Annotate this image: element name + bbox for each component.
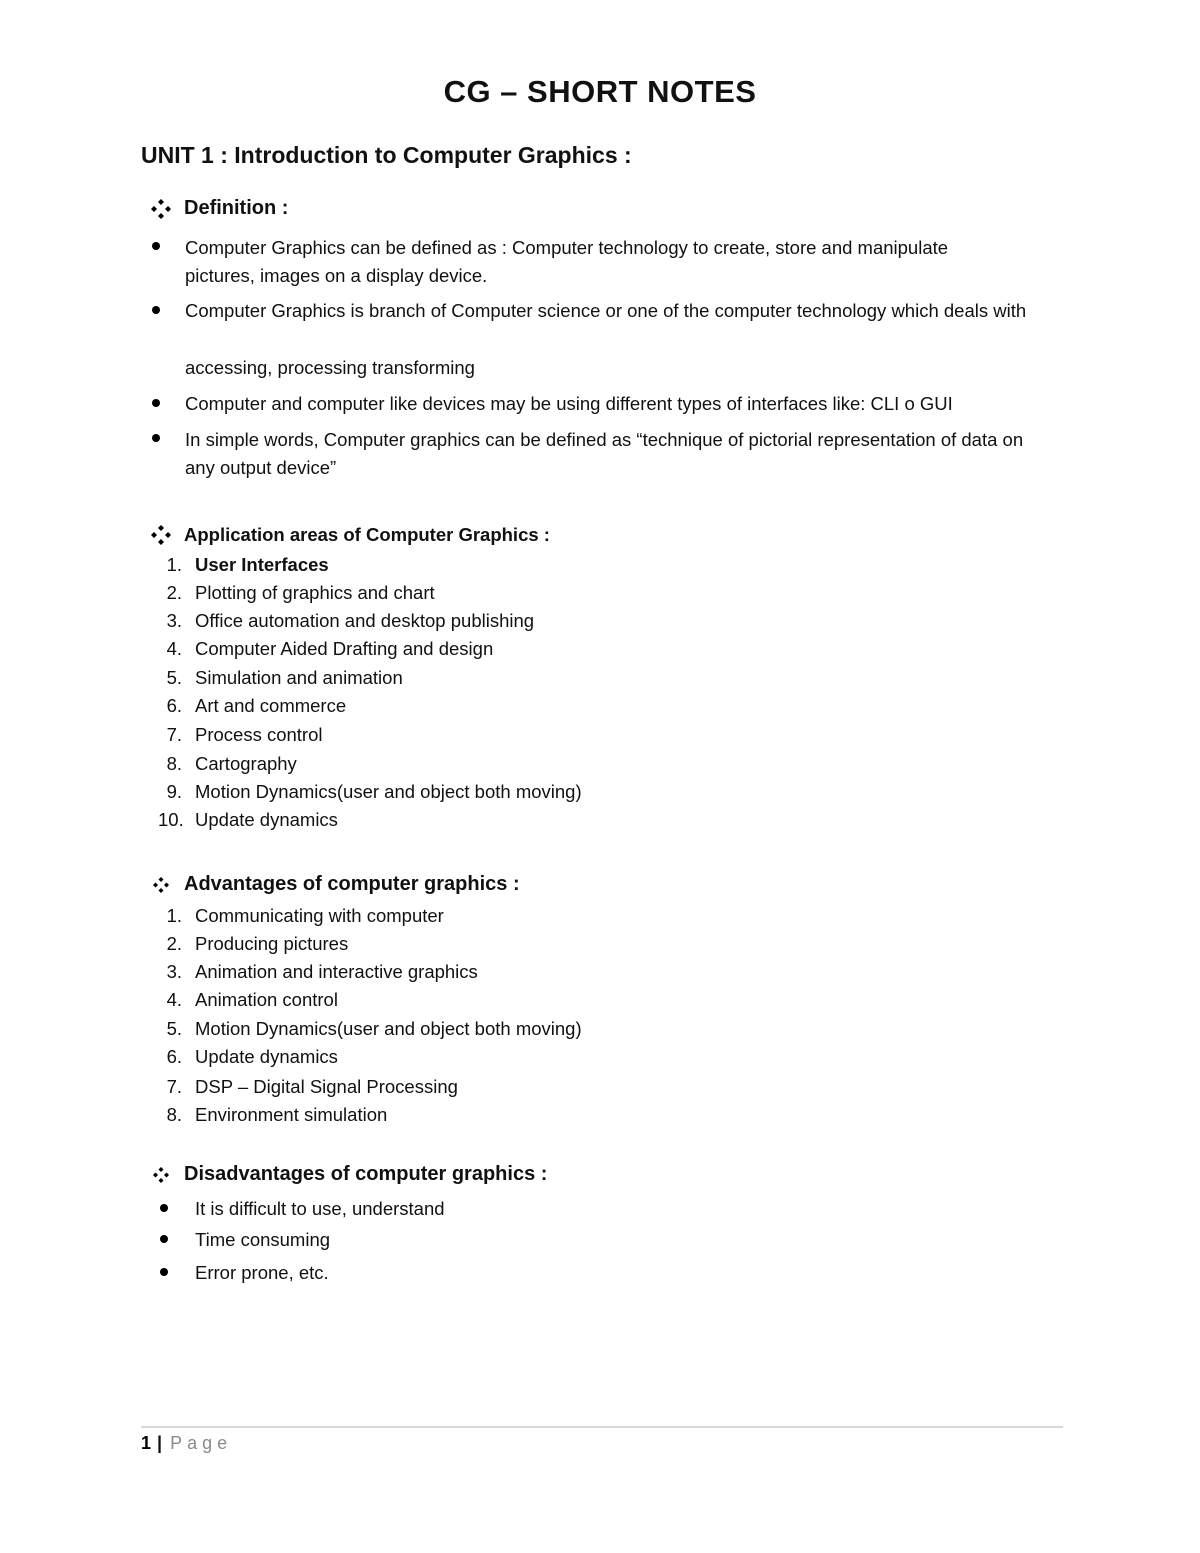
bullet-icon: [152, 434, 160, 442]
list-item: Update dynamics: [195, 1046, 338, 1067]
list-number: 4.: [166, 989, 182, 1010]
section-heading-label: Application areas of Computer Graphics :: [184, 524, 550, 545]
section-heading-label: Advantages of computer graphics :: [184, 873, 520, 895]
list-number: 6.: [166, 695, 182, 716]
list-item: Time consuming: [195, 1229, 331, 1250]
list-number: 4.: [166, 638, 182, 659]
section-heading-advantages: [150, 873, 520, 896]
list-item: Computer Graphics can be defined as : Computer technology to create, store and manipulate pictures, images on a display device.: [185, 237, 949, 286]
footer-separator: |: [157, 1433, 163, 1453]
list-item: Art and commerce: [195, 695, 347, 716]
diamond-bullet-icon: [150, 874, 172, 896]
footer-divider: [141, 1426, 1063, 1428]
bullet-icon: [160, 1204, 168, 1212]
list-item: Update dynamics: [195, 809, 338, 830]
list-item-continuation: accessing, processing transforming: [185, 357, 475, 378]
list-item: Environment simulation: [195, 1104, 388, 1125]
list-item: Computer Aided Drafting and design: [195, 638, 494, 659]
list-item: In simple words, Computer graphics can be defined as “technique of pictorial representation of data on any output device”: [185, 429, 1024, 478]
diamond-bullet-icon: [150, 198, 172, 220]
list-number: 2.: [166, 582, 182, 603]
list-number: 5.: [166, 1018, 182, 1039]
bullet-icon: [152, 306, 160, 314]
list-number: 9.: [166, 781, 182, 802]
list-number: 6.: [166, 1046, 182, 1067]
list-item: It is difficult to use, understand: [195, 1198, 445, 1219]
page-footer: [141, 1433, 232, 1454]
list-item: Process control: [195, 724, 323, 745]
unit-heading: UNIT 1 : Introduction to Computer Graphics :: [141, 142, 632, 168]
list-number: 7.: [166, 724, 182, 745]
list-item: Motion Dynamics(user and object both moving): [195, 1018, 582, 1039]
list-item: Office automation and desktop publishing: [195, 610, 535, 631]
list-item: Computer and computer like devices may be using different types of interfaces like: CLI o GUI: [185, 393, 953, 414]
list-number: 8.: [166, 753, 182, 774]
section-heading-label: Disadvantages of computer graphics :: [184, 1163, 548, 1185]
list-number: 3.: [166, 961, 182, 982]
list-item: DSP – Digital Signal Processing: [195, 1076, 458, 1097]
list-item: Simulation and animation: [195, 667, 403, 688]
bullet-icon: [152, 242, 160, 250]
list-number: 1.: [166, 905, 182, 926]
list-number: 10.: [158, 809, 184, 830]
list-number: 1.: [166, 554, 182, 575]
diamond-bullet-icon: [150, 1164, 172, 1186]
section-heading-definition: [150, 197, 288, 220]
list-number: 2.: [166, 933, 182, 954]
list-item: Producing pictures: [195, 933, 349, 954]
page-number: 1: [141, 1433, 152, 1453]
section-heading-applications: [150, 524, 550, 546]
page-title: CG – SHORT NOTES: [443, 74, 757, 109]
bullet-icon: [160, 1235, 168, 1243]
diamond-bullet-icon: [150, 524, 172, 546]
list-item: Communicating with computer: [195, 905, 444, 926]
list-item: Error prone, etc.: [195, 1262, 329, 1283]
list-item: Plotting of graphics and chart: [195, 582, 435, 603]
list-number: 5.: [166, 667, 182, 688]
list-number: 3.: [166, 610, 182, 631]
list-item: Cartography: [195, 753, 297, 774]
list-number: 7.: [166, 1076, 182, 1097]
section-heading-disadvantages: [150, 1163, 547, 1186]
list-item: Motion Dynamics(user and object both moving): [195, 781, 582, 802]
page-label: Page: [170, 1433, 233, 1453]
section-heading-label: Definition :: [184, 197, 289, 219]
bullet-icon: [152, 399, 160, 407]
list-number: 8.: [166, 1104, 182, 1125]
list-item: Animation control: [195, 989, 338, 1010]
list-item: Animation and interactive graphics: [195, 961, 478, 982]
list-item: Computer Graphics is branch of Computer science or one of the computer technology which deals with: [185, 300, 1027, 321]
bullet-icon: [160, 1268, 168, 1276]
list-item: User Interfaces: [195, 554, 329, 575]
